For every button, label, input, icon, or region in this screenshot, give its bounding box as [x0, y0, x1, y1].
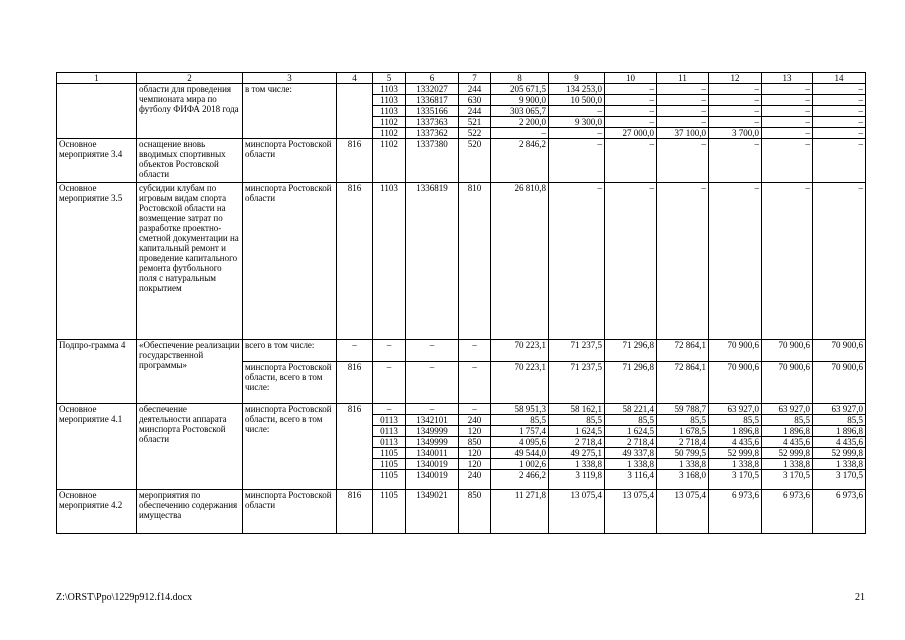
value-cell: 1340011: [406, 448, 459, 459]
table-row: [57, 404, 866, 415]
executor-cell: минспорта Ростовской области: [243, 139, 337, 183]
table-row: [57, 340, 866, 362]
value-cell: 1 624,5: [549, 426, 605, 437]
value-cell: 1 338,8: [549, 459, 605, 470]
column-number: 1: [57, 73, 137, 84]
value-cell: –: [762, 128, 813, 139]
table-row: [57, 490, 866, 534]
value-cell: 72 864,1: [657, 340, 709, 362]
value-cell: –: [406, 362, 459, 404]
value-cell: 1336817: [406, 95, 459, 106]
value-cell: 303 065,7: [491, 106, 549, 117]
grbs-code: –: [337, 340, 373, 362]
value-cell: –: [549, 139, 605, 183]
value-cell: 2 846,2: [491, 139, 549, 183]
value-cell: –: [813, 128, 866, 139]
value-cell: 3 170,5: [813, 470, 866, 490]
value-cell: 52 999,8: [813, 448, 866, 459]
executor-cell: минспорта Ростовской области: [243, 183, 337, 340]
measure-title: Основное мероприятие 4.2: [57, 490, 137, 534]
value-cell: 810: [459, 183, 491, 340]
value-cell: 4 435,6: [813, 437, 866, 448]
value-cell: 1 338,8: [605, 459, 657, 470]
measure-name: субсидии клубам по игровым видам спорта Ростовской области на возмещение затрат по разработке проектно-сметной документации на капитальный ремонт и проведение капитального ремонта футбольного поля с натуральным покрытием: [137, 183, 243, 340]
value-cell: 1105: [373, 470, 406, 490]
value-cell: 71 296,8: [605, 340, 657, 362]
column-number: 7: [459, 73, 491, 84]
value-cell: 6 973,6: [762, 490, 813, 534]
value-cell: 1340019: [406, 459, 459, 470]
page-number: 21: [855, 592, 865, 603]
value-cell: 58 951,3: [491, 404, 549, 415]
value-cell: 49 275,1: [549, 448, 605, 459]
value-cell: 85,5: [762, 415, 813, 426]
executor-cell: в том числе:: [243, 84, 337, 139]
value-cell: 240: [459, 470, 491, 490]
value-cell: 3 168,0: [657, 470, 709, 490]
value-cell: 1103: [373, 106, 406, 117]
value-cell: –: [491, 128, 549, 139]
value-cell: 63 927,0: [762, 404, 813, 415]
value-cell: 205 671,5: [491, 84, 549, 95]
value-cell: 240: [459, 415, 491, 426]
value-cell: –: [406, 404, 459, 415]
value-cell: 120: [459, 459, 491, 470]
column-number: 9: [549, 73, 605, 84]
value-cell: 0113: [373, 415, 406, 426]
value-cell: 1 757,4: [491, 426, 549, 437]
value-cell: 9 900,0: [491, 95, 549, 106]
value-cell: 850: [459, 437, 491, 448]
value-cell: 3 116,4: [605, 470, 657, 490]
value-cell: 1105: [373, 448, 406, 459]
value-cell: 0113: [373, 437, 406, 448]
value-cell: 26 810,8: [491, 183, 549, 340]
value-cell: –: [709, 95, 762, 106]
value-cell: 1102: [373, 117, 406, 128]
value-cell: 71 296,8: [605, 362, 657, 404]
executor-cell: минспорта Ростовской области: [243, 490, 337, 534]
value-cell: 1 896,8: [813, 426, 866, 437]
value-cell: 120: [459, 448, 491, 459]
value-cell: –: [605, 95, 657, 106]
value-cell: –: [709, 183, 762, 340]
value-cell: –: [762, 183, 813, 340]
value-cell: 85,5: [491, 415, 549, 426]
value-cell: 1103: [373, 183, 406, 340]
empty-cell: [57, 84, 137, 139]
value-cell: 1337380: [406, 139, 459, 183]
value-cell: 70 900,6: [762, 362, 813, 404]
value-cell: 58 221,4: [605, 404, 657, 415]
value-cell: –: [813, 139, 866, 183]
grbs-code: 816: [337, 490, 373, 534]
value-cell: 70 900,6: [709, 362, 762, 404]
value-cell: 2 466,2: [491, 470, 549, 490]
value-cell: 13 075,4: [605, 490, 657, 534]
value-cell: 70 900,6: [813, 340, 866, 362]
value-cell: 70 223,1: [491, 362, 549, 404]
table-row: [57, 183, 866, 340]
measure-title: Основное мероприятие 3.4: [57, 139, 137, 183]
value-cell: 520: [459, 139, 491, 183]
value-cell: –: [605, 117, 657, 128]
measure-title: Подпро-грамма 4: [57, 340, 137, 404]
value-cell: –: [762, 84, 813, 95]
value-cell: 1 678,5: [657, 426, 709, 437]
value-cell: 59 788,7: [657, 404, 709, 415]
value-cell: 37 100,0: [657, 128, 709, 139]
value-cell: –: [605, 139, 657, 183]
value-cell: 6 973,6: [813, 490, 866, 534]
value-cell: 70 900,6: [762, 340, 813, 362]
table-row: [57, 84, 866, 95]
value-cell: 4 435,6: [762, 437, 813, 448]
value-cell: 52 999,8: [762, 448, 813, 459]
value-cell: 49 544,0: [491, 448, 549, 459]
budget-table: [56, 72, 866, 534]
grbs-code: 816: [337, 362, 373, 404]
value-cell: 1 338,8: [813, 459, 866, 470]
value-cell: 71 237,5: [549, 362, 605, 404]
value-cell: –: [657, 84, 709, 95]
column-number: 4: [337, 73, 373, 84]
value-cell: –: [709, 139, 762, 183]
value-cell: –: [657, 106, 709, 117]
table-body: [57, 73, 866, 534]
value-cell: –: [762, 139, 813, 183]
value-cell: 1349021: [406, 490, 459, 534]
value-cell: 521: [459, 117, 491, 128]
value-cell: 85,5: [709, 415, 762, 426]
value-cell: 1337363: [406, 117, 459, 128]
value-cell: –: [657, 95, 709, 106]
value-cell: –: [459, 362, 491, 404]
value-cell: 1342101: [406, 415, 459, 426]
value-cell: 50 799,5: [657, 448, 709, 459]
measure-title: Основное мероприятие 3.5: [57, 183, 137, 340]
value-cell: 63 927,0: [709, 404, 762, 415]
value-cell: 6 973,6: [709, 490, 762, 534]
value-cell: 1102: [373, 128, 406, 139]
value-cell: 522: [459, 128, 491, 139]
column-number: 13: [762, 73, 813, 84]
value-cell: –: [459, 340, 491, 362]
value-cell: –: [373, 340, 406, 362]
value-cell: –: [813, 95, 866, 106]
value-cell: 1349999: [406, 437, 459, 448]
value-cell: 71 237,5: [549, 340, 605, 362]
column-number: 14: [813, 73, 866, 84]
column-numbers-row: [57, 73, 866, 84]
value-cell: 1102: [373, 139, 406, 183]
value-cell: 1 896,8: [709, 426, 762, 437]
value-cell: 1335166: [406, 106, 459, 117]
file-path: Z:\ORST\Ppo\1229p912.f14.docx: [56, 592, 193, 603]
value-cell: –: [406, 340, 459, 362]
executor-cell: минспорта Ростовской области, всего в том числе:: [243, 404, 337, 490]
measure-title: Основное мероприятие 4.1: [57, 404, 137, 490]
value-cell: 58 162,1: [549, 404, 605, 415]
value-cell: –: [813, 183, 866, 340]
value-cell: 11 271,8: [491, 490, 549, 534]
value-cell: 85,5: [813, 415, 866, 426]
grbs-code: 816: [337, 404, 373, 490]
value-cell: 85,5: [605, 415, 657, 426]
value-cell: 63 927,0: [813, 404, 866, 415]
table-row: [57, 139, 866, 183]
value-cell: 2 718,4: [605, 437, 657, 448]
value-cell: 0113: [373, 426, 406, 437]
value-cell: 3 170,5: [762, 470, 813, 490]
value-cell: 1349999: [406, 426, 459, 437]
value-cell: 1 624,5: [605, 426, 657, 437]
measure-name: мероприятия по обеспечению содержания имущества: [137, 490, 243, 534]
value-cell: –: [549, 128, 605, 139]
column-number: 2: [137, 73, 243, 84]
value-cell: 1 338,8: [709, 459, 762, 470]
value-cell: –: [762, 106, 813, 117]
value-cell: 1340019: [406, 470, 459, 490]
value-cell: 1 896,8: [762, 426, 813, 437]
value-cell: 9 300,0: [549, 117, 605, 128]
column-number: 10: [605, 73, 657, 84]
column-number: 8: [491, 73, 549, 84]
value-cell: –: [605, 183, 657, 340]
measure-name: «Обеспечение реализации государственной программы»: [137, 340, 243, 404]
value-cell: –: [709, 84, 762, 95]
value-cell: 1103: [373, 95, 406, 106]
value-cell: 4 435,6: [709, 437, 762, 448]
value-cell: 49 337,8: [605, 448, 657, 459]
value-cell: 1 002,6: [491, 459, 549, 470]
value-cell: 1103: [373, 84, 406, 95]
value-cell: –: [373, 404, 406, 415]
measure-name: обеспечение деятельности аппарата минспорта Ростовской области: [137, 404, 243, 490]
executor-cell: всего в том числе:: [243, 340, 337, 362]
empty-cell: [337, 84, 373, 139]
value-cell: –: [709, 106, 762, 117]
value-cell: 13 075,4: [549, 490, 605, 534]
value-cell: 1336819: [406, 183, 459, 340]
value-cell: 2 718,4: [549, 437, 605, 448]
value-cell: –: [813, 117, 866, 128]
value-cell: 3 119,8: [549, 470, 605, 490]
value-cell: 70 900,6: [709, 340, 762, 362]
value-cell: 1337362: [406, 128, 459, 139]
value-cell: 72 864,1: [657, 362, 709, 404]
value-cell: 4 095,6: [491, 437, 549, 448]
value-cell: –: [813, 84, 866, 95]
value-cell: 630: [459, 95, 491, 106]
value-cell: 1105: [373, 459, 406, 470]
column-number: 12: [709, 73, 762, 84]
value-cell: –: [605, 106, 657, 117]
value-cell: 52 999,8: [709, 448, 762, 459]
column-number: 6: [406, 73, 459, 84]
value-cell: 10 500,0: [549, 95, 605, 106]
value-cell: –: [373, 362, 406, 404]
measure-name: оснащение вновь вводимых спортивных объектов Ростовской области: [137, 139, 243, 183]
value-cell: 27 000,0: [605, 128, 657, 139]
value-cell: 244: [459, 106, 491, 117]
value-cell: –: [813, 106, 866, 117]
value-cell: 1 338,8: [657, 459, 709, 470]
value-cell: 244: [459, 84, 491, 95]
value-cell: –: [657, 139, 709, 183]
value-cell: –: [762, 95, 813, 106]
executor-cell: минспорта Ростовской области, всего в том числе:: [243, 362, 337, 404]
value-cell: 70 900,6: [813, 362, 866, 404]
value-cell: 1332027: [406, 84, 459, 95]
column-number: 5: [373, 73, 406, 84]
value-cell: 134 253,0: [549, 84, 605, 95]
value-cell: 3 700,0: [709, 128, 762, 139]
value-cell: –: [762, 117, 813, 128]
value-cell: 3 170,5: [709, 470, 762, 490]
value-cell: 70 223,1: [491, 340, 549, 362]
value-cell: –: [709, 117, 762, 128]
value-cell: 85,5: [657, 415, 709, 426]
value-cell: –: [657, 183, 709, 340]
value-cell: 1105: [373, 490, 406, 534]
grbs-code: 816: [337, 139, 373, 183]
value-cell: –: [657, 117, 709, 128]
value-cell: –: [549, 106, 605, 117]
value-cell: –: [459, 404, 491, 415]
value-cell: 13 075,4: [657, 490, 709, 534]
value-cell: 1 338,8: [762, 459, 813, 470]
value-cell: –: [549, 183, 605, 340]
value-cell: 2 200,0: [491, 117, 549, 128]
value-cell: 85,5: [549, 415, 605, 426]
value-cell: 850: [459, 490, 491, 534]
column-number: 11: [657, 73, 709, 84]
value-cell: –: [605, 84, 657, 95]
grbs-code: 816: [337, 183, 373, 340]
value-cell: 2 718,4: [657, 437, 709, 448]
column-number: 3: [243, 73, 337, 84]
value-cell: 120: [459, 426, 491, 437]
measure-name: области для проведения чемпионата мира по футболу ФИФА 2018 года: [137, 84, 243, 139]
